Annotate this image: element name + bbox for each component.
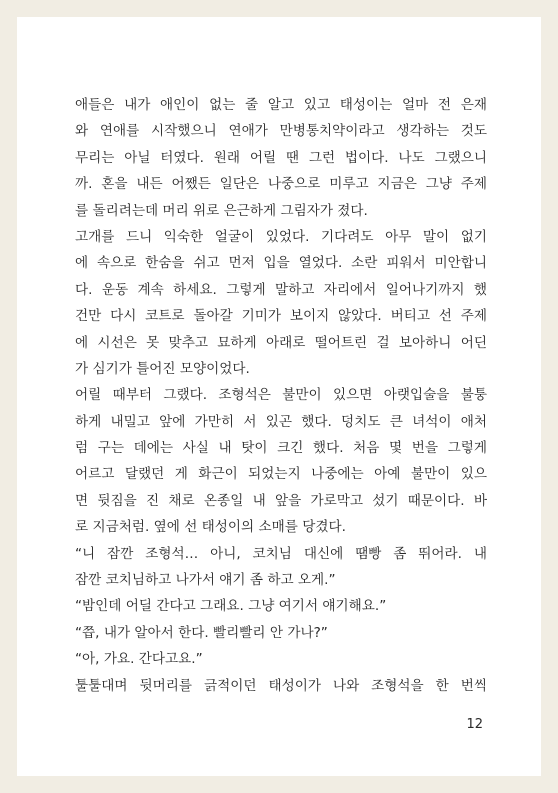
book-page bbox=[17, 17, 541, 776]
text-line: 로 지금처럼. 옆에 선 태성이의 소매를 당겼다. bbox=[75, 519, 346, 536]
text-line: “밤인데 어딜 간다고 그래요. 그냥 여기서 얘기해요.” bbox=[75, 598, 387, 615]
text-line: 툴툴대며 뒷머리를 긁적이던 태성이가 나와 조형석을 한 번씩 bbox=[75, 677, 487, 694]
text-line: “아, 가요. 간다고요.” bbox=[75, 651, 203, 668]
text-line: 에 시선은 못 맞추고 묘하게 아래로 떨어트린 걸 보아하니 어딘 bbox=[75, 334, 487, 351]
text-line: 를 돌리려는데 머리 위로 은근하게 그림자가 졌다. bbox=[75, 202, 368, 219]
text-line: “쯥, 내가 알아서 한다. 빨리빨리 안 가나?” bbox=[75, 624, 328, 641]
text-line: 애들은 내가 애인이 없는 줄 알고 있고 태성이는 얼마 전 은재 bbox=[75, 97, 487, 113]
text-line: “니 잠깐 조형석… 아니, 코치님 대신에 땜빵 좀 뛰어라. 내 bbox=[75, 545, 487, 562]
page-number: 12 bbox=[466, 717, 483, 732]
text-line: 어릴 때부터 그랬다. 조형석은 불만이 있으면 아랫입술을 불퉁 bbox=[75, 387, 487, 404]
text-line: 까. 혼을 내든 어쨌든 일단은 나중으로 미루고 지금은 그냥 주제 bbox=[75, 176, 487, 193]
text-line: 건만 다시 코트로 돌아갈 기미가 보이지 않았다. 버티고 선 주제 bbox=[75, 308, 487, 325]
text-line: 와 연애를 시작했으니 연애가 만병통치약이라고 생각하는 것도 bbox=[75, 123, 487, 140]
text-line: 하게 내밀고 앞에 가만히 서 있곤 했다. 덩치도 큰 녀석이 애처 bbox=[75, 413, 487, 430]
text-line: 럼 구는 데에는 사실 내 탓이 크긴 했다. 처음 몇 번을 그렇게 bbox=[75, 440, 487, 457]
text-line: 잠깐 코치님하고 나가서 얘기 좀 하고 오게.” bbox=[75, 572, 336, 589]
text-line: 고개를 드니 익숙한 얼굴이 있었다. 기다려도 아무 말이 없기 bbox=[75, 228, 487, 245]
text-line: 무리는 아닐 터였다. 원래 어릴 땐 그런 법이다. 나도 그랬으니 bbox=[75, 149, 487, 166]
text-line: 다. 운동 계속 하세요. 그렇게 말하고 자리에서 일어나기까지 했 bbox=[75, 281, 487, 298]
body-text bbox=[75, 92, 487, 699]
text-line: 가 심기가 틀어진 모양이었다. bbox=[75, 360, 250, 377]
text-line: 면 뒷짐을 진 채로 온종일 내 앞을 가로막고 섰기 때문이다. 바 bbox=[75, 492, 487, 509]
text-line: 에 속으로 한숨을 쉬고 먼저 입을 열었다. 소란 피워서 미안합니 bbox=[75, 255, 487, 272]
text-line: 어르고 달랬던 게 화근이 되었는지 나중에는 아예 불만이 있으 bbox=[75, 466, 487, 483]
